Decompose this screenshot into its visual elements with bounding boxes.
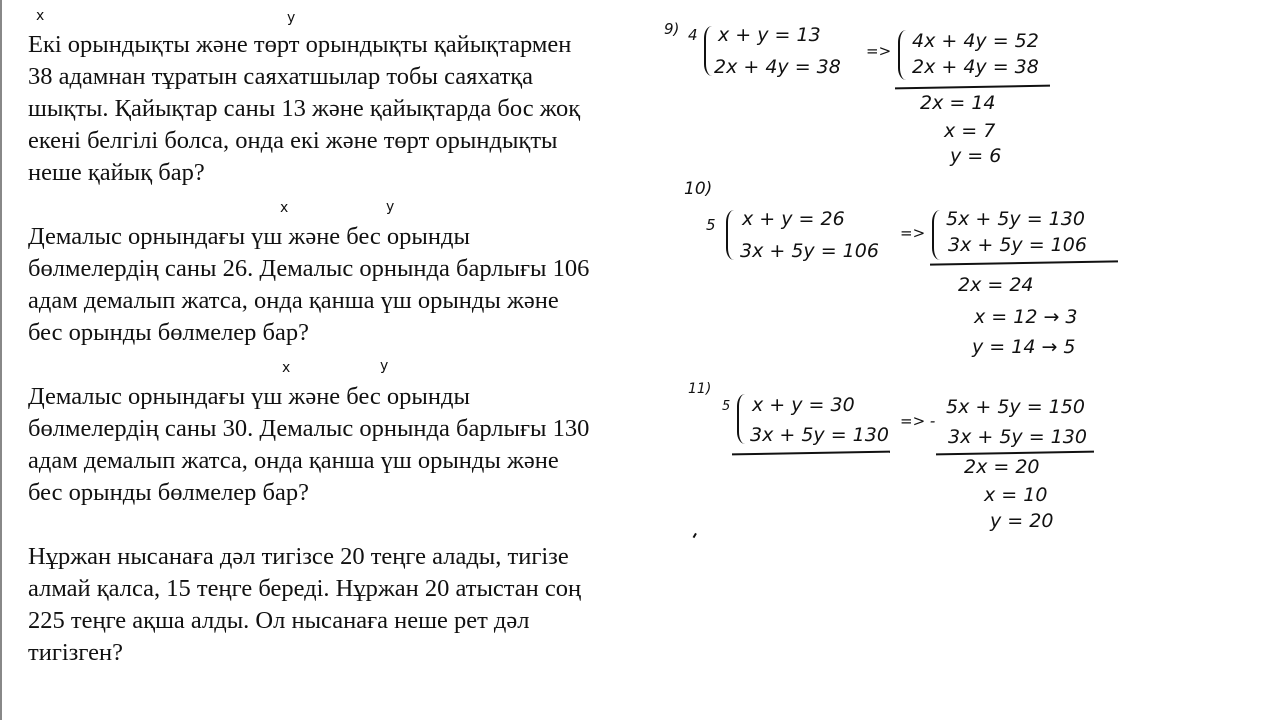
result-y: y = 20 — [990, 510, 1054, 532]
equation: 5x + 5y = 150 — [946, 396, 1085, 418]
result-x: x = 10 — [984, 484, 1048, 506]
subtract-line — [895, 85, 1050, 90]
x-annotation: x — [282, 360, 291, 376]
text-line: адам демалып жатса, онда қанша үш орынды және — [28, 287, 559, 314]
result-x: x = 12 → 3 — [974, 306, 1078, 328]
problem-3 — [28, 381, 668, 509]
text-line: Демалыс орнындағы үш және бес орынды — [28, 223, 470, 250]
x-annotation: x — [36, 8, 45, 24]
system-brace — [726, 210, 735, 260]
result-x: x = 7 — [944, 120, 996, 142]
implies-arrow: => — [900, 224, 926, 242]
text-line: адам демалып жатса, онда қанша үш орынды және — [28, 447, 559, 474]
equation: 2x + 4y = 38 — [912, 56, 1039, 78]
equation: x + y = 26 — [742, 208, 845, 230]
equation: 3x + 5y = 130 — [750, 424, 889, 446]
implies-arrow: => - — [900, 412, 936, 430]
result: 2x = 14 — [920, 92, 996, 114]
page-edge — [0, 0, 2, 720]
equation: 3x + 5y = 130 — [948, 426, 1087, 448]
system-brace — [932, 210, 941, 260]
multiplier: 5 — [706, 216, 716, 234]
text-line: бөлмелердің саны 26. Демалыс орнында барлығы 106 — [28, 255, 590, 282]
text-line: тигізген? — [28, 639, 123, 666]
problem-4 — [28, 541, 668, 669]
y-annotation: y — [380, 358, 389, 374]
subtract-line — [936, 451, 1094, 456]
text-line: неше қайық бар? — [28, 159, 205, 186]
system-brace — [898, 30, 907, 80]
equation: 3x + 5y = 106 — [948, 234, 1087, 256]
equation: 2x + 4y = 38 — [714, 56, 841, 78]
solution-number: 9) — [664, 20, 680, 38]
equation: x + y = 13 — [718, 24, 821, 46]
subtract-line — [930, 260, 1118, 265]
text-line: екені белгілі болса, онда екі және төрт орындықты — [28, 127, 558, 154]
solution-number: 10) — [684, 179, 713, 199]
text-line: шықты. Қайықтар саны 13 және қайықтарда бос жоқ — [28, 95, 581, 122]
y-annotation: y — [386, 199, 395, 215]
y-annotation: y — [287, 10, 296, 26]
result: 2x = 24 — [958, 274, 1034, 296]
text-line: 225 теңге ақша алды. Ол нысанаға неше рет дәл — [28, 607, 530, 634]
text-line: бес орынды бөлмелер бар? — [28, 319, 310, 346]
underline — [732, 451, 890, 456]
text-line: алмай қалса, 15 теңге береді. Нұржан 20 атыстан соң — [28, 575, 582, 602]
text-line: Демалыс орнындағы үш және бес орынды — [28, 383, 470, 410]
multiplier: 5 — [722, 399, 731, 414]
system-brace — [737, 394, 746, 444]
multiplier: 4 — [688, 26, 698, 44]
text-line: Нұржан нысанаға дәл тигізсе 20 теңге алады, тигізе — [28, 543, 569, 570]
problem-1 — [28, 29, 668, 189]
implies-arrow: => — [866, 42, 892, 60]
problem-2 — [28, 221, 668, 349]
result-y: y = 6 — [950, 145, 1002, 167]
equation: x + y = 30 — [752, 394, 855, 416]
pen-mark — [689, 531, 697, 538]
problem-list — [28, 29, 668, 701]
system-brace — [704, 26, 713, 76]
equation: 5x + 5y = 130 — [946, 208, 1085, 230]
text-line: бөлмелердің саны 30. Демалыс орнында барлығы 130 — [28, 415, 590, 442]
solution-number: 11) — [688, 381, 712, 397]
equation: 4x + 4y = 52 — [912, 30, 1039, 52]
text-line: 38 адамнан тұратын саяхатшылар тобы саяхатқа — [28, 63, 534, 90]
text-line: бес орынды бөлмелер бар? — [28, 479, 310, 506]
result: 2x = 20 — [964, 456, 1040, 478]
equation: 3x + 5y = 106 — [740, 240, 879, 262]
result-y: y = 14 → 5 — [972, 336, 1076, 358]
x-annotation: x — [280, 200, 289, 216]
text-line: Екі орындықты және төрт орындықты қайықтармен — [28, 31, 572, 58]
